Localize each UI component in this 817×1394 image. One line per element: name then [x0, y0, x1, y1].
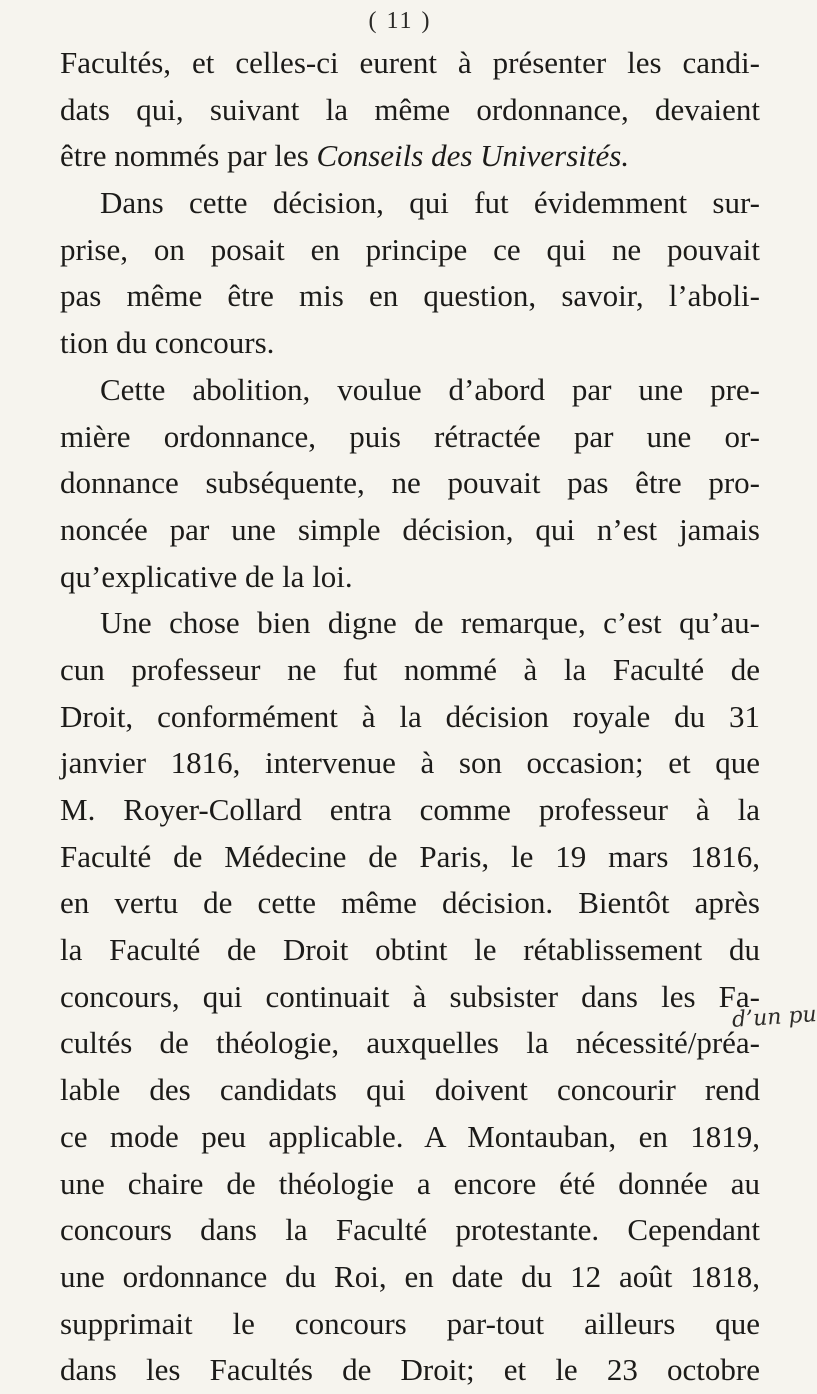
text-line: cultés de théologie, auxquelles la nécessité/préa-	[60, 1025, 760, 1061]
text-line: M. Royer-Collard entra comme professeur à la	[60, 792, 760, 827]
text-line: Droit, conformément à la décision royale du 31	[60, 698, 760, 734]
text-line: mière ordonnance, puis rétractée par une or-	[60, 418, 760, 454]
text-line: prise, on posait en principe ce qui ne pouvait	[60, 231, 760, 267]
text-line: concours, qui continuait à subsister dans les Fa-	[60, 978, 760, 1014]
text-line: Une chose bien digne de remarque, c’est qu’au-	[100, 605, 760, 641]
text-line: pas même être mis en question, savoir, l’aboli-	[60, 278, 760, 314]
text-line	[60, 133, 760, 180]
text-line: Facultés, et celles-ci eurent à présenter les candi-	[60, 45, 760, 80]
text-line: janvier 1816, intervenue à son occasion; et que	[60, 745, 760, 781]
text-line: une ordonnance du Roi, en date du 12 août 1818,	[60, 1258, 760, 1294]
text-line: Cette abolition, voulue d’abord par une pre-	[100, 371, 760, 407]
text-line: en vertu de cette même décision. Bientôt après	[60, 885, 760, 921]
text-line: cun professeur ne fut nommé à la Faculté de	[60, 651, 760, 687]
text-line: lable des candidats qui doivent concourir rend	[60, 1072, 760, 1108]
text-segment: être nommés par les	[60, 138, 317, 174]
page-number: ( 11 )	[368, 8, 432, 34]
text-line: supprimait le concours par-tout ailleurs que	[60, 1305, 760, 1341]
text-line: ce mode peu applicable. A Montauban, en 1819,	[60, 1118, 760, 1154]
text-line: noncée par une simple décision, qui n’est jamais	[60, 511, 760, 547]
text-line: dats qui, suivant la même ordonnance, devaient	[60, 91, 760, 127]
text-line: tion du concours.	[60, 325, 275, 361]
text-line: dans les Facultés de Droit; et le 23 octobre	[60, 1352, 760, 1388]
text-line: qu’explicative de la loi.	[60, 558, 353, 594]
italic-title: Conseils des Universités.	[316, 138, 630, 174]
text-line: la Faculté de Droit obtint le rétablissement du	[60, 932, 760, 968]
text-line: donnance subséquente, ne pouvait pas être pro-	[60, 465, 760, 501]
body-text	[60, 40, 760, 1394]
text-line: une chaire de théologie a encore été donnée au	[60, 1165, 760, 1201]
text-line: Faculté de Médecine de Paris, le 19 mars 1816,	[60, 838, 760, 874]
text-line: concours dans la Faculté protestante. Cependant	[60, 1212, 760, 1248]
handwritten-margin-note: d’un pu	[731, 1002, 817, 1033]
text-line: Dans cette décision, qui fut évidemment sur-	[100, 185, 760, 221]
